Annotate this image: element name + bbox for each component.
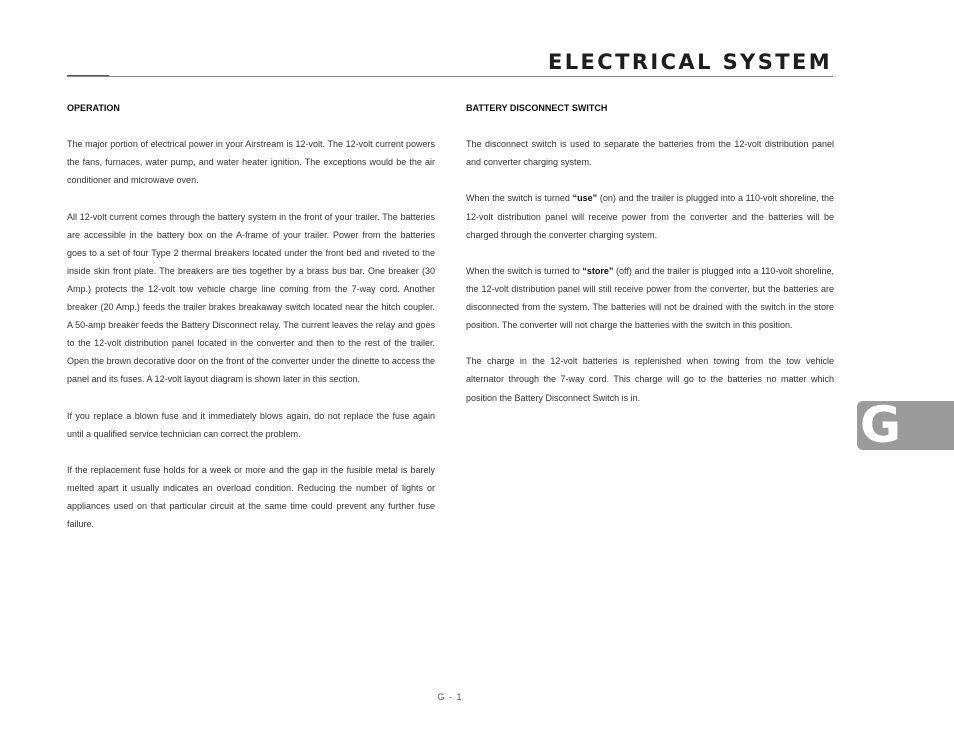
operation-paragraph-4: If the replacement fuse holds for a week or more and the gap in the fusible metal is barely melted apart it usually indicates an overload condition. Reducing the number of lights or appliances used on that particular circuit at the same time could prevent any further fuse failure. [67, 464, 435, 530]
store-keyword: “store” [582, 265, 614, 276]
operation-paragraph-3: If you replace a blown fuse and it immediately blows again, do not replace the fuse again until a qualified service technician can correct the problem. [67, 410, 435, 439]
battery-disconnect-paragraph-3 [466, 262, 834, 334]
use-keyword: “use” [572, 193, 598, 204]
section-tab-letter: G [860, 396, 902, 454]
paragraph-text: (on) and the trailer is plugged into a 110-volt shoreline, the 12-volt distribution panel will receive power from the converter and the batteries will be charged through the converter charging system. [466, 193, 834, 240]
header-rule [67, 76, 833, 77]
paragraph-text: (off) and the trailer is plugged into a 110-volt shoreline, the 12-volt distribution panel will still receive power from the converter, but the batteries are disconnected from the system. The batteries will not be drained with the switch in the store position. The converter will not charge the batteries with the switch in this position. [466, 265, 834, 331]
battery-disconnect-paragraph-1: The disconnect switch is used to separate the batteries from the 12-volt distribution panel and converter charging system. [466, 139, 834, 168]
operation-column [67, 99, 435, 551]
page-number: G - 1 [437, 692, 463, 702]
operation-paragraph-2: All 12-volt current comes through the battery system in the front of your trailer. The batteries are accessible in the battery box on the A-frame of your trailer. Power from the batteries goes to a set of four Type 2 thermal breakers located under the front bed and riveted to the inside skin front plate. The breakers are ties together by a brass bus bar. One breaker (30 Amp.) protects the 12-volt tow vehicle charge line coming from the 7-way cord. Another breaker (20 Amp.) feeds the trailer brakes breakaway switch located near the hitch coupler. A 50-amp breaker feeds the Battery Disconnect relay. The current leaves the relay and goes to the 12-volt distribution panel located in the converter and then to the rest of the trailer. Open the brown decorative door on the front of the converter under the dinette to access the panel and its fuses. A 12-volt layout diagram is shown later in this section. [67, 211, 435, 385]
battery-disconnect-paragraph-2 [466, 189, 834, 243]
battery-disconnect-heading: BATTERY DISCONNECT SWITCH [466, 103, 608, 113]
battery-disconnect-paragraph-4: The charge in the 12-volt batteries is replenished when towing from the tow vehicle alternator through the 7-way cord. This charge will go to the batteries no matter which position the Battery Disconnect Switch is in. [466, 356, 834, 403]
operation-heading: OPERATION [67, 103, 120, 113]
section-tab [857, 396, 954, 454]
paragraph-text: When the switch is turned to [466, 265, 583, 276]
paragraph-text: When the switch is turned [466, 193, 573, 204]
battery-disconnect-column [466, 99, 834, 425]
page-title: ELECTRICAL SYSTEM [548, 50, 832, 74]
operation-paragraph-1: The major portion of electrical power in your Airstream is 12-volt. The 12-volt current powers the fans, furnaces, water pump, and water heater ignition. The exceptions would be the air conditioner and microwave oven. [67, 139, 435, 186]
